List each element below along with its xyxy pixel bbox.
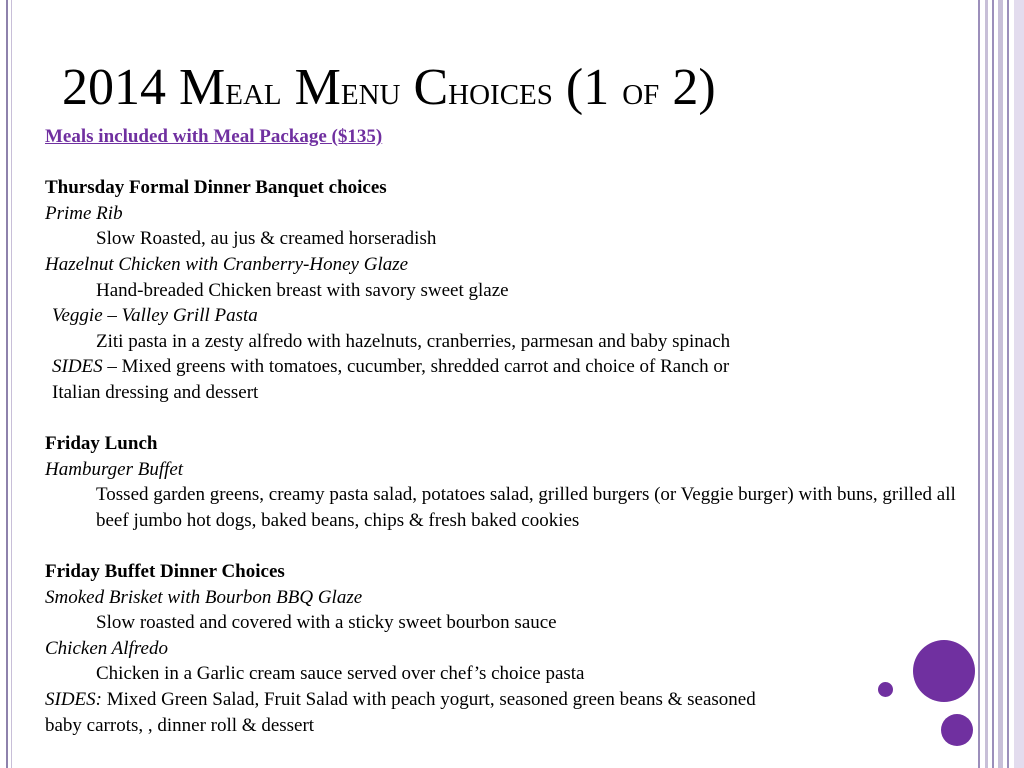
right-border-stripe-4	[998, 0, 1003, 768]
meal-package-link[interactable]: Meals included with Meal Package ($135)	[45, 126, 383, 147]
thursday-sides-text: – Mixed greens with tomatoes, cucumber, shredded carrot and choice of Ranch or	[102, 356, 730, 378]
thursday-item3-name: Veggie – Valley Grill Pasta	[52, 305, 258, 327]
spacer	[45, 534, 980, 560]
friday-lunch-item-name: Hamburger Buffet	[45, 458, 184, 480]
title-meal-initial: M	[179, 59, 226, 116]
thursday-item3-desc: Ziti pasta in a zesty alfredo with hazelnuts, cranberries, parmesan and baby spinach	[96, 330, 731, 352]
right-border-stripe-3	[992, 0, 994, 768]
slide-body	[45, 124, 980, 738]
thursday-item1-desc: Slow Roasted, au jus & creamed horseradish	[96, 228, 437, 250]
decorative-circle-large	[913, 640, 975, 702]
friday-dinner-sides-label: SIDES:	[45, 689, 102, 711]
decorative-circle-small	[878, 682, 893, 697]
right-border-stripe-5	[1007, 0, 1009, 768]
decorative-circle-medium	[941, 714, 973, 746]
thursday-sides	[45, 354, 980, 380]
title-menu-rest: enu	[340, 67, 401, 113]
friday-dinner-sides	[45, 687, 980, 713]
title-choices-rest: hoices	[448, 67, 553, 113]
title-year: 2014	[62, 59, 179, 116]
left-border-line-inner	[11, 0, 12, 768]
right-border-stripe-6	[1014, 0, 1024, 768]
thursday-item2-desc: Hand-breaded Chicken breast with savory sweet glaze	[96, 279, 509, 301]
friday-dinner-heading: Friday Buffet Dinner Choices	[45, 561, 285, 583]
thursday-sides-text2: Italian dressing and dessert	[52, 381, 259, 403]
friday-lunch-heading: Friday Lunch	[45, 433, 158, 455]
right-border-stripe-2	[985, 0, 988, 768]
friday-dinner-item1-name: Smoked Brisket with Bourbon BBQ Glaze	[45, 586, 363, 608]
title-paren-open: (1	[565, 59, 623, 116]
title-meal-rest: eal	[225, 67, 282, 113]
friday-dinner-item1-desc: Slow roasted and covered with a sticky sweet bourbon sauce	[96, 612, 557, 634]
spacer	[45, 150, 980, 176]
spacer	[45, 406, 980, 432]
title-of: of	[622, 67, 660, 113]
thursday-sides-label: SIDES	[52, 356, 103, 378]
thursday-item1-name: Prime Rib	[45, 202, 123, 224]
thursday-item2-name: Hazelnut Chicken with Cranberry-Honey Glaze	[45, 253, 409, 275]
title-choices-initial: C	[413, 59, 449, 116]
friday-dinner-sides-text: Mixed Green Salad, Fruit Salad with peach yogurt, seasoned green beans & seasoned	[101, 689, 756, 711]
slide-title	[62, 52, 716, 126]
friday-dinner-sides-text2: baby carrots, , dinner roll & dessert	[45, 714, 315, 736]
title-paren-close: 2)	[659, 59, 716, 116]
friday-dinner-item2-name: Chicken Alfredo	[45, 637, 168, 659]
left-border-line	[6, 0, 8, 768]
friday-lunch-item-desc: Tossed garden greens, creamy pasta salad, potatoes salad, grilled burgers (or Veggie burger) with buns, grilled all beef jumbo hot dogs, baked beans, chips & fresh baked cookies	[96, 484, 956, 531]
friday-dinner-item2-desc: Chicken in a Garlic cream sauce served over chef’s choice pasta	[96, 663, 585, 685]
title-menu-initial: M	[294, 59, 341, 116]
thursday-heading: Thursday Formal Dinner Banquet choices	[45, 177, 387, 199]
